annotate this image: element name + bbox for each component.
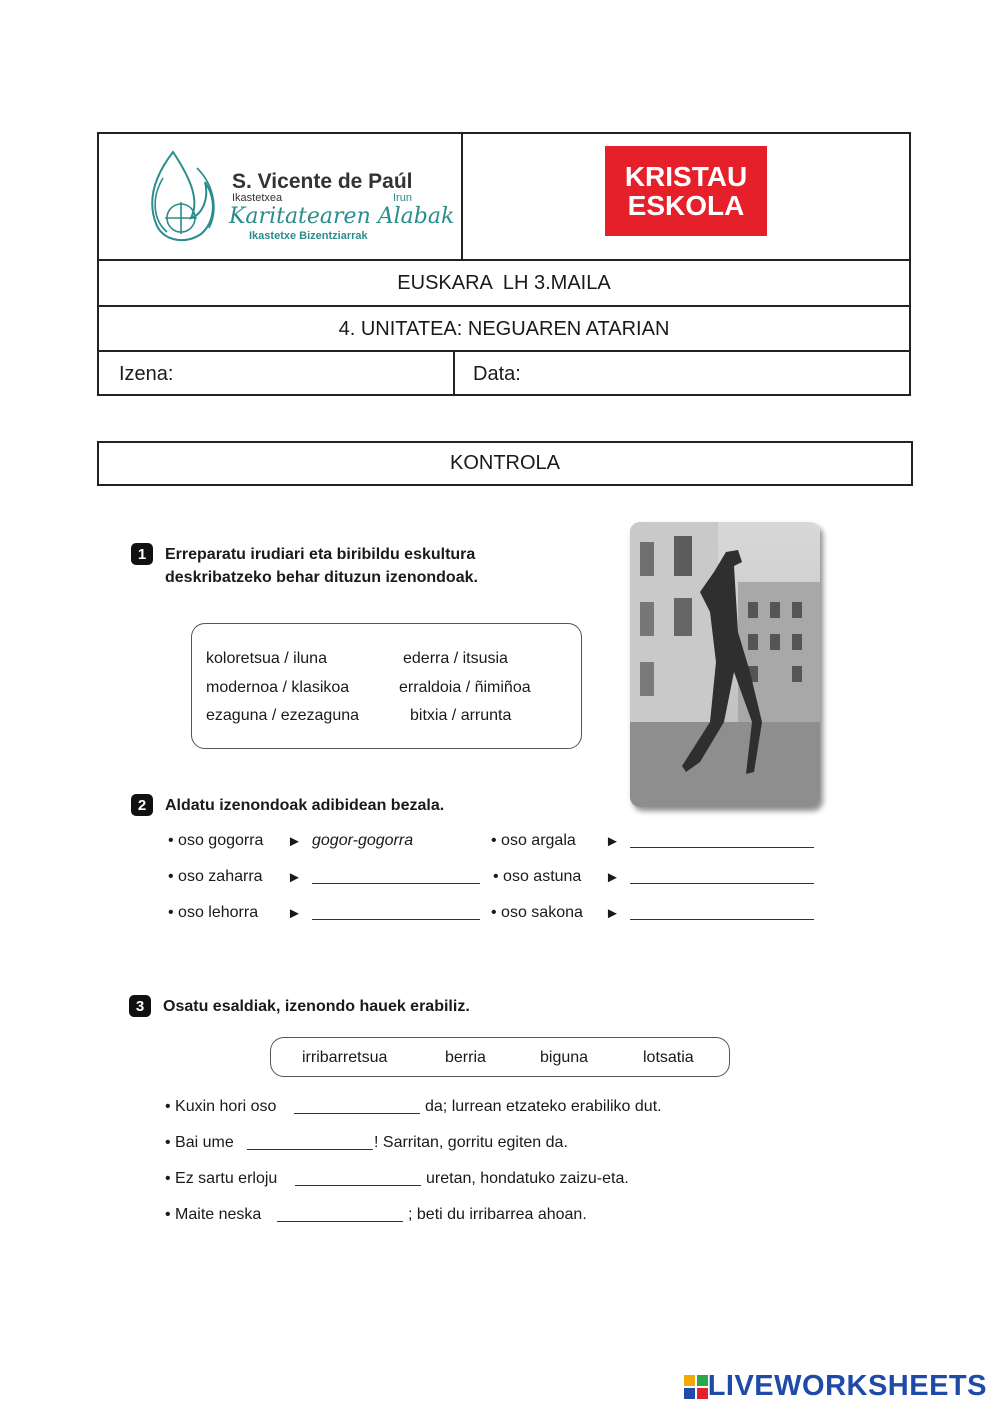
exercise-3-number: 3 xyxy=(129,995,151,1017)
answer-blank[interactable] xyxy=(630,883,814,884)
exercise-2-phrase: • oso lehorra xyxy=(168,904,259,921)
adjectives-box xyxy=(270,1037,730,1077)
arrow-icon: ► xyxy=(287,905,302,922)
name-label: Izena: xyxy=(119,363,174,385)
adjective-pair[interactable]: modernoa / klasikoa xyxy=(206,679,350,696)
footer-brand-text: LIVEWORKSHEETS xyxy=(707,1370,987,1402)
sentence-before: Bai ume xyxy=(175,1134,234,1151)
adjective-word: lotsatia xyxy=(643,1049,694,1066)
phrase-text: oso zaharra xyxy=(178,868,263,885)
subject-title: EUSKARA LH 3.MAILA xyxy=(397,271,611,294)
answer-blank[interactable] xyxy=(630,919,814,920)
footer-brand xyxy=(684,1370,987,1403)
partner-logo-cell xyxy=(463,134,909,259)
sentence-end: uretan, hondatuko zaizu-eta. xyxy=(426,1170,629,1187)
kristau-eskola-logo xyxy=(605,146,767,236)
adjective-word: biguna xyxy=(540,1049,589,1066)
sentence-blank[interactable] xyxy=(247,1149,373,1150)
sentence-start: • Ez sartu erloju xyxy=(165,1170,278,1187)
sentence-end: ! Sarritan, gorritu egiten da. xyxy=(374,1134,568,1151)
exercise-2-phrase: • oso zaharra xyxy=(168,868,263,885)
liveworksheets-icon xyxy=(684,1375,708,1399)
sentence-start: • Bai ume xyxy=(165,1134,234,1151)
adjective-pairs-box xyxy=(191,623,582,749)
partner-logo-line2: ESKOLA xyxy=(627,190,745,221)
exercise-2-phrase: • oso gogorra xyxy=(168,832,264,849)
sentence-before: Maite neska xyxy=(175,1206,262,1223)
sentence-blank[interactable] xyxy=(294,1113,420,1114)
arrow-icon: ► xyxy=(605,869,620,886)
section-title-text: KONTROLA xyxy=(449,452,561,474)
arrow-icon: ► xyxy=(287,833,302,850)
adjective-pair[interactable]: ederra / itsusia xyxy=(403,650,508,667)
phrase-text: oso gogorra xyxy=(178,832,264,849)
header-table xyxy=(97,132,911,396)
arrow-icon: ► xyxy=(287,869,302,886)
unit-title: 4. UNITATEA: NEGUAREN ATARIAN xyxy=(338,317,670,340)
school-city: Irun xyxy=(393,192,412,204)
exercise-1-number: 1 xyxy=(131,543,153,565)
adjective-word: berria xyxy=(445,1049,486,1066)
exercise-2-instruction: Aldatu izenondoak adibidean bezala. xyxy=(165,797,445,814)
school-flame-icon xyxy=(143,148,225,246)
name-date-divider xyxy=(453,350,455,396)
sentence-blank[interactable] xyxy=(277,1221,403,1222)
unit-row xyxy=(99,305,909,351)
phrase-text: oso lehorra xyxy=(178,904,259,921)
arrow-icon: ► xyxy=(605,905,620,922)
sentence-start: • Kuxin hori oso xyxy=(165,1098,277,1115)
sentence-before: Ez sartu erloju xyxy=(175,1170,278,1187)
adjective-pair[interactable]: bitxia / arrunta xyxy=(410,707,512,724)
exercise-1-line1: Erreparatu irudiari eta biribildu eskultura xyxy=(165,546,476,563)
answer-blank[interactable] xyxy=(630,847,814,848)
subject-row xyxy=(99,259,909,305)
date-label: Data: xyxy=(473,363,521,385)
exercise-2-phrase: • oso argala xyxy=(491,832,576,849)
exercise-2-phrase: • oso sakona xyxy=(491,904,583,921)
partner-logo-line1: KRISTAU xyxy=(624,161,748,192)
adjective-pair[interactable]: ezaguna / ezezaguna xyxy=(206,707,360,724)
adjective-pair[interactable]: erraldoia / ñimiñoa xyxy=(399,679,531,696)
sentence-end: ; beti du irribarrea ahoan. xyxy=(408,1206,587,1223)
section-title xyxy=(97,441,913,486)
school-name: S. Vicente de Paúl xyxy=(232,170,413,193)
example-answer: gogor-gogorra xyxy=(312,832,414,849)
adjective-word: irribarretsua xyxy=(302,1049,388,1066)
phrase-text: oso argala xyxy=(501,832,576,849)
school-script: Karitatearen Alabak xyxy=(229,204,455,229)
exercise-1-line2: deskribatzeko behar dituzun izenondoak. xyxy=(165,569,478,586)
adjective-pair[interactable]: koloretsua / iluna xyxy=(206,650,327,667)
sentence-blank[interactable] xyxy=(295,1185,421,1186)
school-sub: Ikastetxea xyxy=(232,192,283,204)
exercise-3-instruction: Osatu esaldiak, izenondo hauek erabiliz. xyxy=(163,998,470,1015)
sentence-end: da; lurrean etzateko erabiliko dut. xyxy=(425,1098,662,1115)
school-tagline: Ikastetxe Bizentziarrak xyxy=(249,230,368,242)
arrow-icon: ► xyxy=(605,833,620,850)
sentence-before: Kuxin hori oso xyxy=(175,1098,277,1115)
exercise-2-number: 2 xyxy=(131,794,153,816)
exercise-1-instruction xyxy=(165,543,478,589)
answer-blank[interactable] xyxy=(312,919,480,920)
sculpture-photo xyxy=(630,522,820,807)
phrase-text: oso astuna xyxy=(503,868,582,885)
school-logo-cell xyxy=(99,134,463,259)
phrase-text: oso sakona xyxy=(501,904,583,921)
sentence-start: • Maite neska xyxy=(165,1206,262,1223)
exercise-2-phrase: • oso astuna xyxy=(493,868,582,885)
answer-blank[interactable] xyxy=(312,883,480,884)
